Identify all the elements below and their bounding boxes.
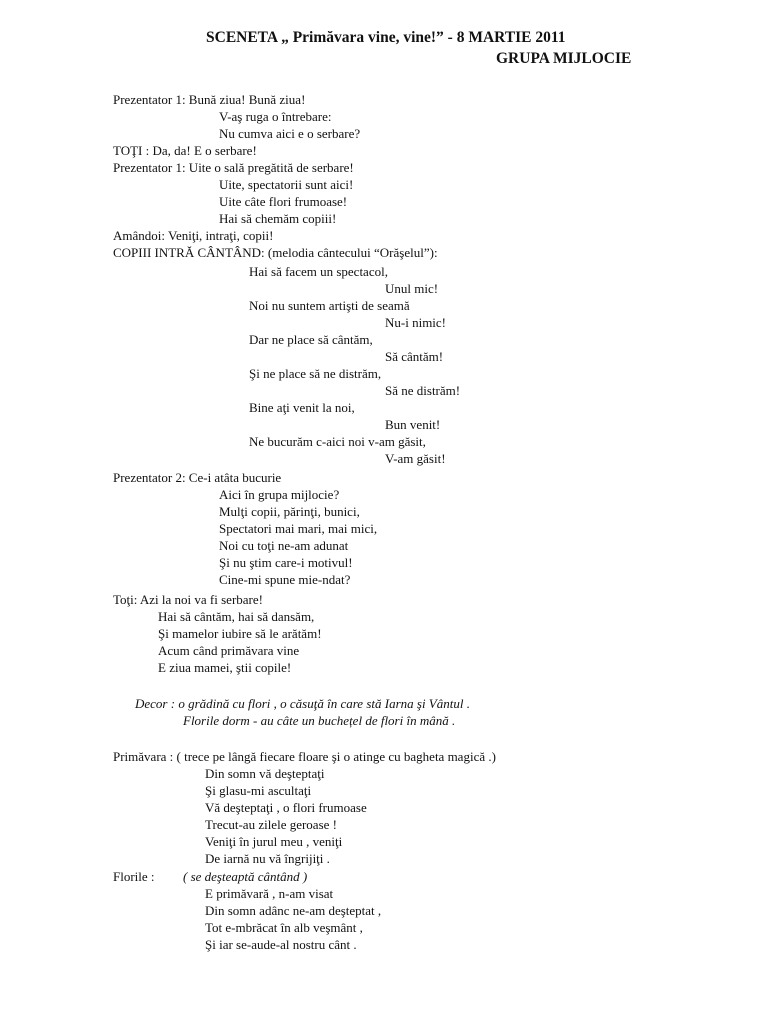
song-line: Hai să facem un spectacol,: [249, 264, 388, 279]
script-line: Tot e-mbrăcat în alb veşmânt ,: [205, 920, 363, 935]
script-line: Primăvara : ( trece pe lângă fiecare floare şi o atinge cu bagheta magică .): [113, 749, 496, 764]
script-line: Prezentator 1: Bună ziua! Bună ziua!: [113, 92, 306, 107]
script-line: Uite, spectatorii sunt aici!: [219, 177, 354, 192]
script-line: Veniţi în jurul meu , veniţi: [205, 834, 343, 849]
script-line: Noi cu toţi ne-am adunat: [219, 538, 349, 553]
song-line: Şi ne place să ne distrăm,: [249, 366, 382, 381]
script-line: Amândoi: Veniţi, intraţi, copii!: [113, 228, 274, 243]
song-refrain: Unul mic!: [385, 281, 439, 296]
script-line: Acum când primăvara vine: [158, 643, 300, 658]
script-line: Nu cumva aici e o serbare?: [219, 126, 361, 141]
song-line: Noi nu suntem artişti de seamă: [249, 298, 410, 313]
script-line: Vă deşteptaţi , o flori frumoase: [205, 800, 367, 815]
script-line: Din somn adânc ne-am deşteptat ,: [205, 903, 382, 918]
speaker-label: Florile :: [113, 869, 155, 884]
script-line: E ziua mamei, ştii copile!: [158, 660, 292, 675]
script-line: Cine-mi spune mie-ndat?: [219, 572, 351, 587]
script-line: TOŢI : Da, da! E o serbare!: [113, 143, 257, 158]
script-line: COPIII INTRĂ CÂNTÂND: (melodia cântecului “Orăşelul”):: [113, 245, 438, 260]
script-line: Mulţi copii, părinţi, bunici,: [219, 504, 360, 519]
script-line: Hai să chemăm copiii!: [219, 211, 337, 226]
script-line: Toţi: Azi la noi va fi serbare!: [113, 592, 263, 607]
song-line: Ne bucurăm c-aici noi v-am găsit,: [249, 434, 426, 449]
script-line: Prezentator 1: Uite o sală pregătită de serbare!: [113, 160, 354, 175]
group-title: GRUPA MIJLOCIE: [496, 50, 632, 67]
stage-direction: ( se deşteaptă cântând ): [183, 869, 308, 884]
script-line: Spectatori mai mari, mai mici,: [219, 521, 378, 536]
script-line: Şi glasu-mi ascultaţi: [205, 783, 312, 798]
script-line: V-aş ruga o întrebare:: [219, 109, 332, 124]
script-line: Trecut-au zilele geroase !: [205, 817, 337, 832]
song-refrain: Să ne distrăm!: [385, 383, 461, 398]
script-line: Şi iar se-aude-al nostru cânt .: [205, 937, 357, 952]
song-refrain: V-am găsit!: [385, 451, 446, 466]
script-line: Hai să cântăm, hai să dansăm,: [158, 609, 315, 624]
stage-direction: Florile dorm - au câte un buchețel de flori în mână .: [183, 713, 456, 728]
page-title: SCENETA „ Primăvara vine, vine!” - 8 MARTIE 2011: [206, 29, 566, 46]
stage-direction: Decor : o grădină cu flori , o căsuţă în care stă Iarna şi Vântul .: [135, 696, 470, 711]
song-refrain: Bun venit!: [385, 417, 441, 432]
script-line: Şi mamelor iubire să le arătăm!: [158, 626, 322, 641]
song-refrain: Nu-i nimic!: [385, 315, 447, 330]
script-line: Şi nu ştim care-i motivul!: [219, 555, 353, 570]
song-refrain: Să cântăm!: [385, 349, 444, 364]
script-line: E primăvară , n-am visat: [205, 886, 334, 901]
script-line: Aici în grupa mijlocie?: [219, 487, 340, 502]
script-line: De iarnă nu vă îngrijiţi .: [205, 851, 330, 866]
script-line: Prezentator 2: Ce-i atâta bucurie: [113, 470, 282, 485]
script-line: Din somn vă deşteptaţi: [205, 766, 325, 781]
script-line: Uite câte flori frumoase!: [219, 194, 348, 209]
song-line: Dar ne place să cântăm,: [249, 332, 373, 347]
song-line: Bine aţi venit la noi,: [249, 400, 355, 415]
